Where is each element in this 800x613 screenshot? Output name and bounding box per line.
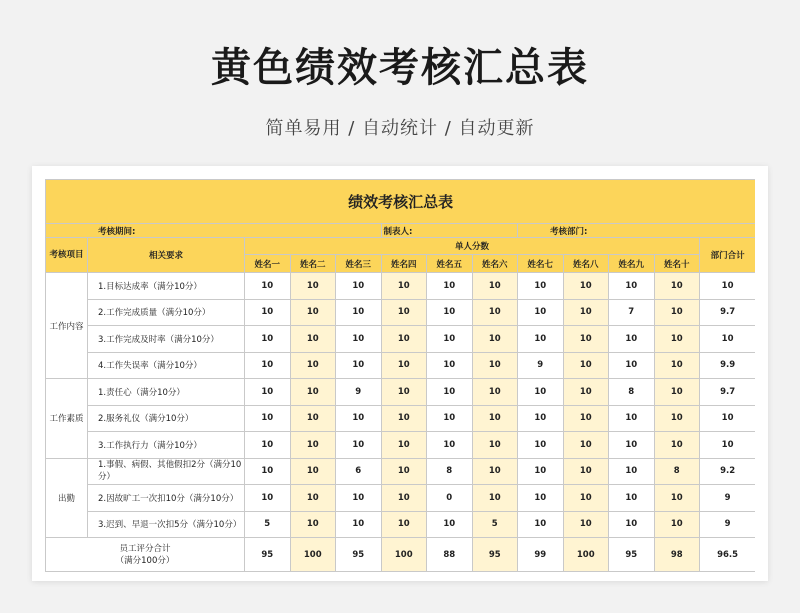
- header-name-9[interactable]: 姓名九: [609, 255, 655, 273]
- score-cell[interactable]: 10: [563, 273, 609, 300]
- score-cell[interactable]: 10: [336, 326, 382, 353]
- summary-label[interactable]: [46, 538, 245, 572]
- dept-total-cell[interactable]: 10: [700, 432, 756, 459]
- score-cell[interactable]: 10: [472, 432, 518, 459]
- score-cell[interactable]: 10: [518, 273, 564, 300]
- score-cell[interactable]: 10: [563, 511, 609, 538]
- score-cell[interactable]: 10: [563, 352, 609, 379]
- header-name-4[interactable]: 姓名四: [381, 255, 427, 273]
- score-cell[interactable]: 5: [245, 511, 291, 538]
- table-row: [46, 458, 756, 485]
- header-name-3[interactable]: 姓名三: [336, 255, 382, 273]
- score-cell[interactable]: 10: [245, 273, 291, 300]
- header-name-1[interactable]: 姓名一: [245, 255, 291, 273]
- summary-score-cell[interactable]: 95: [336, 538, 382, 572]
- score-cell[interactable]: 10: [336, 405, 382, 432]
- score-cell[interactable]: 10: [336, 432, 382, 459]
- score-cell[interactable]: 10: [336, 299, 382, 326]
- requirement-cell[interactable]: 2.因故旷工一次扣10分（满分10分）: [88, 485, 245, 512]
- requirement-cell[interactable]: 3.迟到、早退一次扣5分（满分10分）: [88, 511, 245, 538]
- score-cell[interactable]: 10: [381, 458, 427, 485]
- requirement-cell[interactable]: 3.工作完成及时率（满分10分）: [88, 326, 245, 353]
- score-cell[interactable]: 10: [245, 326, 291, 353]
- score-cell[interactable]: 10: [563, 379, 609, 406]
- score-cell[interactable]: 10: [609, 273, 655, 300]
- score-cell[interactable]: 10: [427, 432, 473, 459]
- score-cell[interactable]: 10: [654, 352, 700, 379]
- score-cell[interactable]: 10: [518, 326, 564, 353]
- score-cell[interactable]: 10: [609, 485, 655, 512]
- dept-total-cell[interactable]: 10: [700, 273, 756, 300]
- score-cell[interactable]: 8: [427, 458, 473, 485]
- dept-total-cell[interactable]: 9.2: [700, 458, 756, 485]
- summary-total-cell[interactable]: 96.5: [700, 538, 756, 572]
- score-cell[interactable]: 10: [563, 299, 609, 326]
- page-title: 黄色绩效考核汇总表: [211, 45, 589, 91]
- score-cell[interactable]: 10: [518, 458, 564, 485]
- score-cell[interactable]: 10: [518, 511, 564, 538]
- requirement-cell[interactable]: 4.工作失误率（满分10分）: [88, 352, 245, 379]
- score-cell[interactable]: 10: [245, 485, 291, 512]
- score-cell[interactable]: 10: [654, 511, 700, 538]
- requirement-cell[interactable]: 2.工作完成质量（满分10分）: [88, 299, 245, 326]
- requirement-cell[interactable]: 1.责任心（满分10分）: [88, 379, 245, 406]
- spreadsheet-card: [32, 166, 768, 581]
- requirement-cell[interactable]: 2.服务礼仪（满分10分）: [88, 405, 245, 432]
- score-cell[interactable]: 10: [245, 379, 291, 406]
- score-cell[interactable]: 10: [518, 485, 564, 512]
- summary-row: [46, 538, 756, 572]
- summary-score-cell[interactable]: 100: [381, 538, 427, 572]
- score-cell[interactable]: 8: [609, 379, 655, 406]
- dept-label[interactable]: 考核部门:: [518, 224, 756, 238]
- summary-label-line: 员工评分合计: [119, 543, 171, 554]
- score-cell[interactable]: 10: [290, 379, 336, 406]
- summary-score-cell[interactable]: 100: [563, 538, 609, 572]
- table-row: [46, 432, 756, 459]
- sheet-title[interactable]: 绩效考核汇总表: [46, 180, 756, 224]
- score-cell[interactable]: 10: [381, 299, 427, 326]
- score-cell[interactable]: 10: [290, 273, 336, 300]
- table-row: [46, 485, 756, 512]
- summary-score-cell[interactable]: 100: [290, 538, 336, 572]
- header-name-10[interactable]: 姓名十: [654, 255, 700, 273]
- score-cell[interactable]: 10: [290, 326, 336, 353]
- score-cell[interactable]: 10: [609, 352, 655, 379]
- score-cell[interactable]: 10: [427, 326, 473, 353]
- score-cell[interactable]: 10: [245, 405, 291, 432]
- score-cell[interactable]: 10: [472, 458, 518, 485]
- requirement-cell[interactable]: [88, 458, 245, 485]
- summary-label-line: （满分100分）: [115, 555, 175, 566]
- table-row: [46, 379, 756, 406]
- score-cell[interactable]: 10: [472, 352, 518, 379]
- score-cell[interactable]: 10: [336, 485, 382, 512]
- header-requirement[interactable]: 相关要求: [88, 238, 245, 273]
- score-cell[interactable]: 8: [654, 458, 700, 485]
- requirement-cell[interactable]: 1.目标达成率（满分10分）: [88, 273, 245, 300]
- score-cell[interactable]: 10: [290, 405, 336, 432]
- requirement-cell[interactable]: 3.工作执行力（满分10分）: [88, 432, 245, 459]
- score-cell[interactable]: 10: [245, 352, 291, 379]
- summary-score-cell[interactable]: 99: [518, 538, 564, 572]
- table-row: [46, 299, 756, 326]
- score-cell[interactable]: 0: [427, 485, 473, 512]
- dept-total-cell[interactable]: 10: [700, 326, 756, 353]
- score-cell[interactable]: 10: [654, 273, 700, 300]
- score-cell[interactable]: 6: [336, 458, 382, 485]
- requirement-line: 1.事假、病假、其他假扣2分（满分10: [98, 460, 242, 471]
- score-cell[interactable]: 10: [518, 299, 564, 326]
- score-cell[interactable]: 10: [381, 352, 427, 379]
- dept-total-cell[interactable]: 9.9: [700, 352, 756, 379]
- score-cell[interactable]: 10: [654, 405, 700, 432]
- score-cell[interactable]: 10: [654, 299, 700, 326]
- score-cell[interactable]: 10: [290, 299, 336, 326]
- score-cell[interactable]: 10: [609, 432, 655, 459]
- score-cell[interactable]: 5: [472, 511, 518, 538]
- score-cell[interactable]: 10: [427, 273, 473, 300]
- score-cell[interactable]: 10: [427, 352, 473, 379]
- period-label[interactable]: 考核期间:: [46, 224, 382, 238]
- score-cell[interactable]: 10: [609, 458, 655, 485]
- score-cell[interactable]: 10: [472, 405, 518, 432]
- score-cell[interactable]: 10: [381, 326, 427, 353]
- score-cell[interactable]: 10: [290, 352, 336, 379]
- table-row: [46, 405, 756, 432]
- header-name-7[interactable]: 姓名七: [518, 255, 564, 273]
- header-dept-total[interactable]: 部门合计: [700, 238, 756, 273]
- score-cell[interactable]: 10: [245, 299, 291, 326]
- score-cell[interactable]: 10: [472, 326, 518, 353]
- score-cell[interactable]: 10: [518, 432, 564, 459]
- table-row: [46, 511, 756, 538]
- dept-total-cell[interactable]: 9: [700, 485, 756, 512]
- score-cell[interactable]: 10: [427, 511, 473, 538]
- table-row: [46, 352, 756, 379]
- score-cell[interactable]: 10: [427, 405, 473, 432]
- performance-table: [45, 179, 755, 572]
- page-subtitle: 简单易用 / 自动统计 / 自动更新: [265, 118, 535, 139]
- header-name-2[interactable]: 姓名二: [290, 255, 336, 273]
- dept-total-cell[interactable]: 9: [700, 511, 756, 538]
- score-cell[interactable]: 10: [245, 432, 291, 459]
- dept-total-cell[interactable]: 10: [700, 405, 756, 432]
- score-cell[interactable]: 10: [290, 458, 336, 485]
- score-cell[interactable]: 10: [336, 352, 382, 379]
- header-name-5[interactable]: 姓名五: [427, 255, 473, 273]
- requirement-line: 分）: [98, 472, 116, 483]
- score-cell[interactable]: 10: [518, 405, 564, 432]
- score-cell[interactable]: 10: [290, 511, 336, 538]
- score-cell[interactable]: 10: [654, 432, 700, 459]
- score-cell[interactable]: 10: [654, 379, 700, 406]
- score-cell[interactable]: 10: [381, 379, 427, 406]
- score-cell[interactable]: 10: [472, 273, 518, 300]
- score-cell[interactable]: 10: [381, 273, 427, 300]
- category-cell[interactable]: 工作素质: [46, 379, 88, 459]
- score-cell[interactable]: 7: [609, 299, 655, 326]
- header-scores-group[interactable]: 单人分数: [245, 238, 700, 255]
- score-cell[interactable]: 10: [472, 379, 518, 406]
- score-cell[interactable]: 10: [290, 432, 336, 459]
- category-cell[interactable]: 工作内容: [46, 273, 88, 379]
- score-cell[interactable]: 9: [336, 379, 382, 406]
- score-cell[interactable]: 10: [381, 485, 427, 512]
- summary-score-cell[interactable]: 98: [654, 538, 700, 572]
- summary-score-cell[interactable]: 95: [472, 538, 518, 572]
- summary-score-cell[interactable]: 88: [427, 538, 473, 572]
- header-name-8[interactable]: 姓名八: [563, 255, 609, 273]
- score-cell[interactable]: 10: [427, 379, 473, 406]
- score-cell[interactable]: 10: [336, 273, 382, 300]
- score-cell[interactable]: 10: [427, 299, 473, 326]
- summary-score-cell[interactable]: 95: [609, 538, 655, 572]
- header-name-6[interactable]: 姓名六: [472, 255, 518, 273]
- score-cell[interactable]: 10: [563, 405, 609, 432]
- score-cell[interactable]: 10: [563, 326, 609, 353]
- spreadsheet-viewport[interactable]: [45, 179, 755, 581]
- score-cell[interactable]: 10: [654, 326, 700, 353]
- table-row: [46, 273, 756, 300]
- score-cell[interactable]: 10: [472, 299, 518, 326]
- dept-total-cell[interactable]: 9.7: [700, 299, 756, 326]
- score-cell[interactable]: 10: [563, 485, 609, 512]
- score-cell[interactable]: 10: [245, 458, 291, 485]
- score-cell[interactable]: 10: [381, 405, 427, 432]
- header-category[interactable]: 考核项目: [46, 238, 88, 273]
- dept-total-cell[interactable]: 9.7: [700, 379, 756, 406]
- score-cell[interactable]: 10: [563, 458, 609, 485]
- score-cell[interactable]: 9: [518, 352, 564, 379]
- score-cell[interactable]: 10: [609, 326, 655, 353]
- score-cell[interactable]: 10: [563, 432, 609, 459]
- table-row: [46, 326, 756, 353]
- score-cell[interactable]: 10: [518, 379, 564, 406]
- score-cell[interactable]: 10: [290, 485, 336, 512]
- score-cell[interactable]: 10: [381, 432, 427, 459]
- score-cell[interactable]: 10: [381, 511, 427, 538]
- score-cell[interactable]: 10: [609, 511, 655, 538]
- category-cell[interactable]: 出勤: [46, 458, 88, 538]
- summary-score-cell[interactable]: 95: [245, 538, 291, 572]
- score-cell[interactable]: 10: [472, 485, 518, 512]
- score-cell[interactable]: 10: [336, 511, 382, 538]
- score-cell[interactable]: 10: [654, 485, 700, 512]
- score-cell[interactable]: 10: [609, 405, 655, 432]
- maker-label[interactable]: 制表人:: [381, 224, 518, 238]
